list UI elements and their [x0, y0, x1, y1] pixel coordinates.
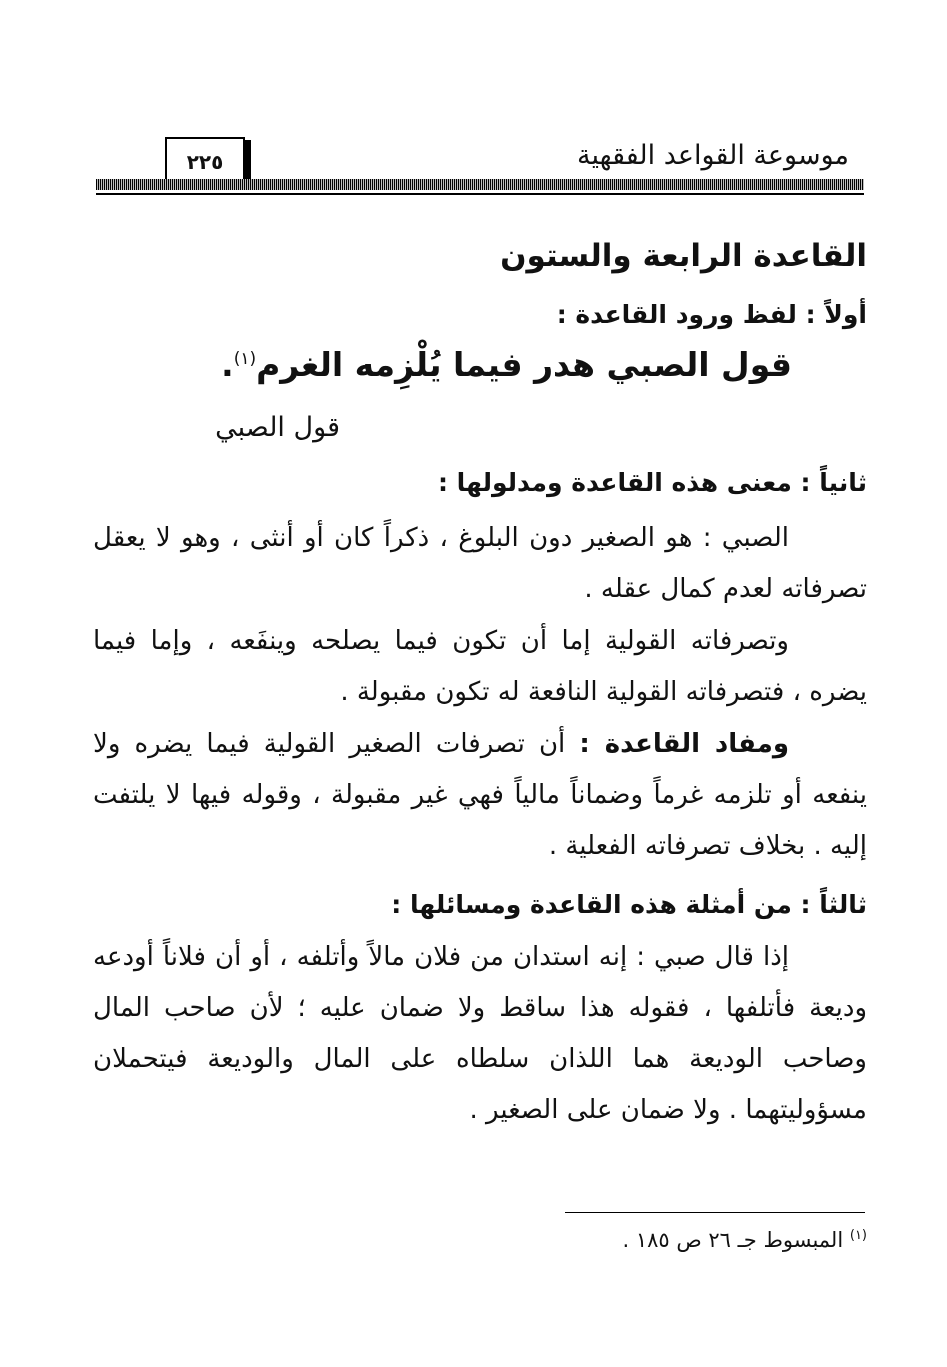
- paragraph-3: [93, 719, 867, 872]
- header-divider-band: [96, 179, 864, 190]
- paragraph-3-lead: ومفاد القاعدة :: [579, 729, 790, 759]
- book-title: موسوعة القواعد الفقهية: [577, 140, 849, 171]
- section3-heading: ثالثاً : من أمثلة هذه القاعدة ومسائلها :: [391, 890, 867, 919]
- term-label: قول الصبي: [215, 412, 340, 443]
- rule-text: قول الصبي هدر فيما يُلْزِمه الغرم: [256, 345, 792, 384]
- footnote-ref: (١): [233, 349, 257, 369]
- paragraph-3-text: أن تصرفات الصغير القولية فيما يضره ولا ينفعه أو تلزمه غرماً وضماناً مالياً فهي غير مقبولة ، وقوله فيها لا يلتفت إليه . بخلاف تصرفاته الفعلية .: [93, 729, 867, 861]
- section2-heading: ثانياً : معنى هذه القاعدة ومدلولها :: [437, 468, 867, 497]
- footnote: [622, 1228, 867, 1252]
- paragraph-1: الصبي : هو الصغير دون البلوغ ، ذكراً كان أو أنثى ، وهو لا يعقل تصرفاته لعدم كمال عقله .: [93, 523, 867, 604]
- page-number: ٢٢٥: [165, 137, 245, 186]
- paragraph-2: وتصرفاته القولية إما أن تكون فيما يصلحه وينفَعه ، وإما فيما يضره ، فتصرفاته القولية النافعة له تكون مقبولة .: [93, 626, 867, 707]
- paragraph-4: إذا قال صبي : إنه استدان من فلان مالاً وأتلفه ، أو أن فلاناً أودعه وديعة فأتلفها ، فقوله هذا ساقط ولا ضمان عليه ؛ لأن صاحب المال وصاحب الوديعة هما اللذان سلطاه على المال والوديعة فيتحملان مسؤوليتهما . ولا ضمان على الصغير .: [93, 942, 867, 1125]
- main-heading: القاعدة الرابعة والستون: [500, 238, 867, 274]
- rule-statement: [221, 345, 792, 384]
- rule-end: .: [221, 345, 234, 384]
- footnote-text: المبسوط جـ ٢٦ ص ١٨٥ .: [622, 1228, 844, 1252]
- section1-heading: أولاً : لفظ ورود القاعدة :: [556, 300, 867, 329]
- footnote-marker: (١): [849, 1228, 867, 1243]
- header-divider-line: [96, 193, 864, 195]
- footnote-divider: [565, 1212, 865, 1213]
